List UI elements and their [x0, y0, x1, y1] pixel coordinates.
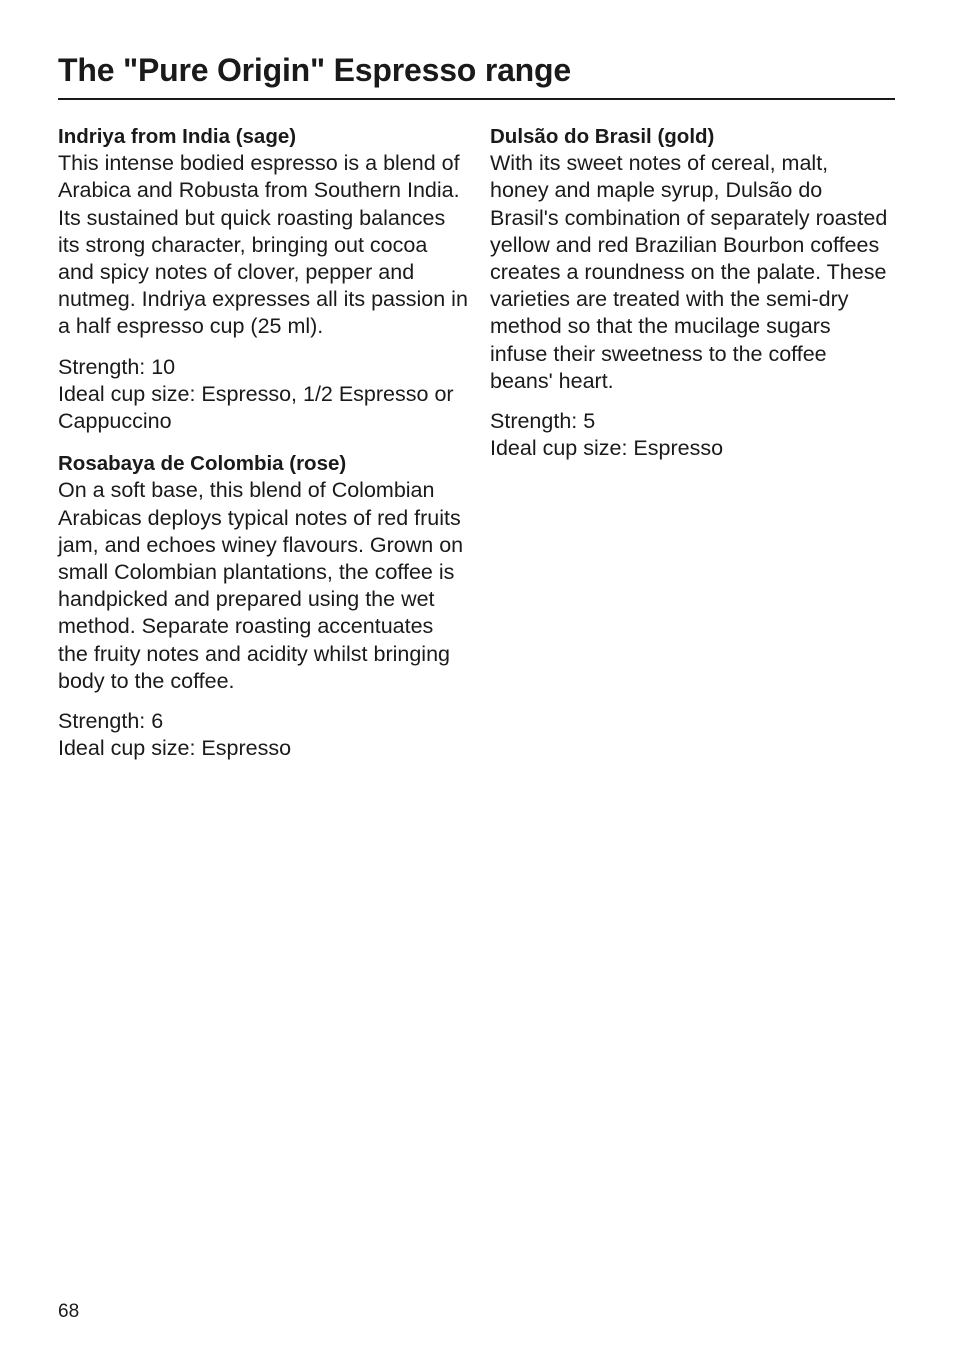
page-number: 68: [58, 1301, 80, 1322]
product-indriya: [58, 123, 468, 435]
product-specs: [58, 354, 468, 436]
ideal-cup-size: Ideal cup size: Espresso: [490, 436, 724, 461]
title-divider: [58, 98, 895, 100]
page-title: The "Pure Origin" Espresso range: [58, 52, 571, 88]
product-description: This intense bodied espresso is a blend of Arabica and Robusta from Southern India. Its sustained but quick roasting balances its strong character, bringing out cocoa and spicy notes of clover, pepper and nutmeg. Indriya expresses all its passion in a half espresso cup (25 ml).: [58, 151, 468, 339]
product-specs: [490, 408, 890, 462]
right-column: [490, 123, 890, 477]
product-name: Dulsão do Brasil (gold): [490, 125, 715, 148]
left-column: [58, 123, 468, 777]
product-description: With its sweet notes of cereal, malt, honey and maple syrup, Dulsão do Brasil's combination of separately roasted yellow and red Brazilian Bourbon coffees creates a roundness on the palate. These varieties are treated with the semi-dry method so that the mucilage sugars infuse their sweetness to the coffee beans' heart.: [490, 151, 888, 393]
product-name: Indriya from India (sage): [58, 125, 297, 148]
product-description: On a soft base, this blend of Colombian Arabicas deploys typical notes of red fruits jam, and echoes winey flavours. Grown on small Colombian plantations, the coffee is handpicked and prepared using the wet method. Separate roasting accentuates the fruity notes and acidity whilst bringing body to the coffee.: [58, 478, 464, 693]
strength-value: Strength: 10: [58, 354, 176, 379]
product-rosabaya: [58, 450, 468, 762]
ideal-cup-size: Ideal cup size: Espresso: [58, 736, 292, 761]
strength-value: Strength: 6: [58, 709, 164, 734]
ideal-cup-size: Ideal cup size: Espresso, 1/2 Espresso or Cappuccino: [58, 381, 454, 434]
strength-value: Strength: 5: [490, 409, 596, 434]
product-name: Rosabaya de Colombia (rose): [58, 452, 347, 476]
product-dulsao: [490, 123, 890, 462]
product-specs: [58, 708, 468, 762]
